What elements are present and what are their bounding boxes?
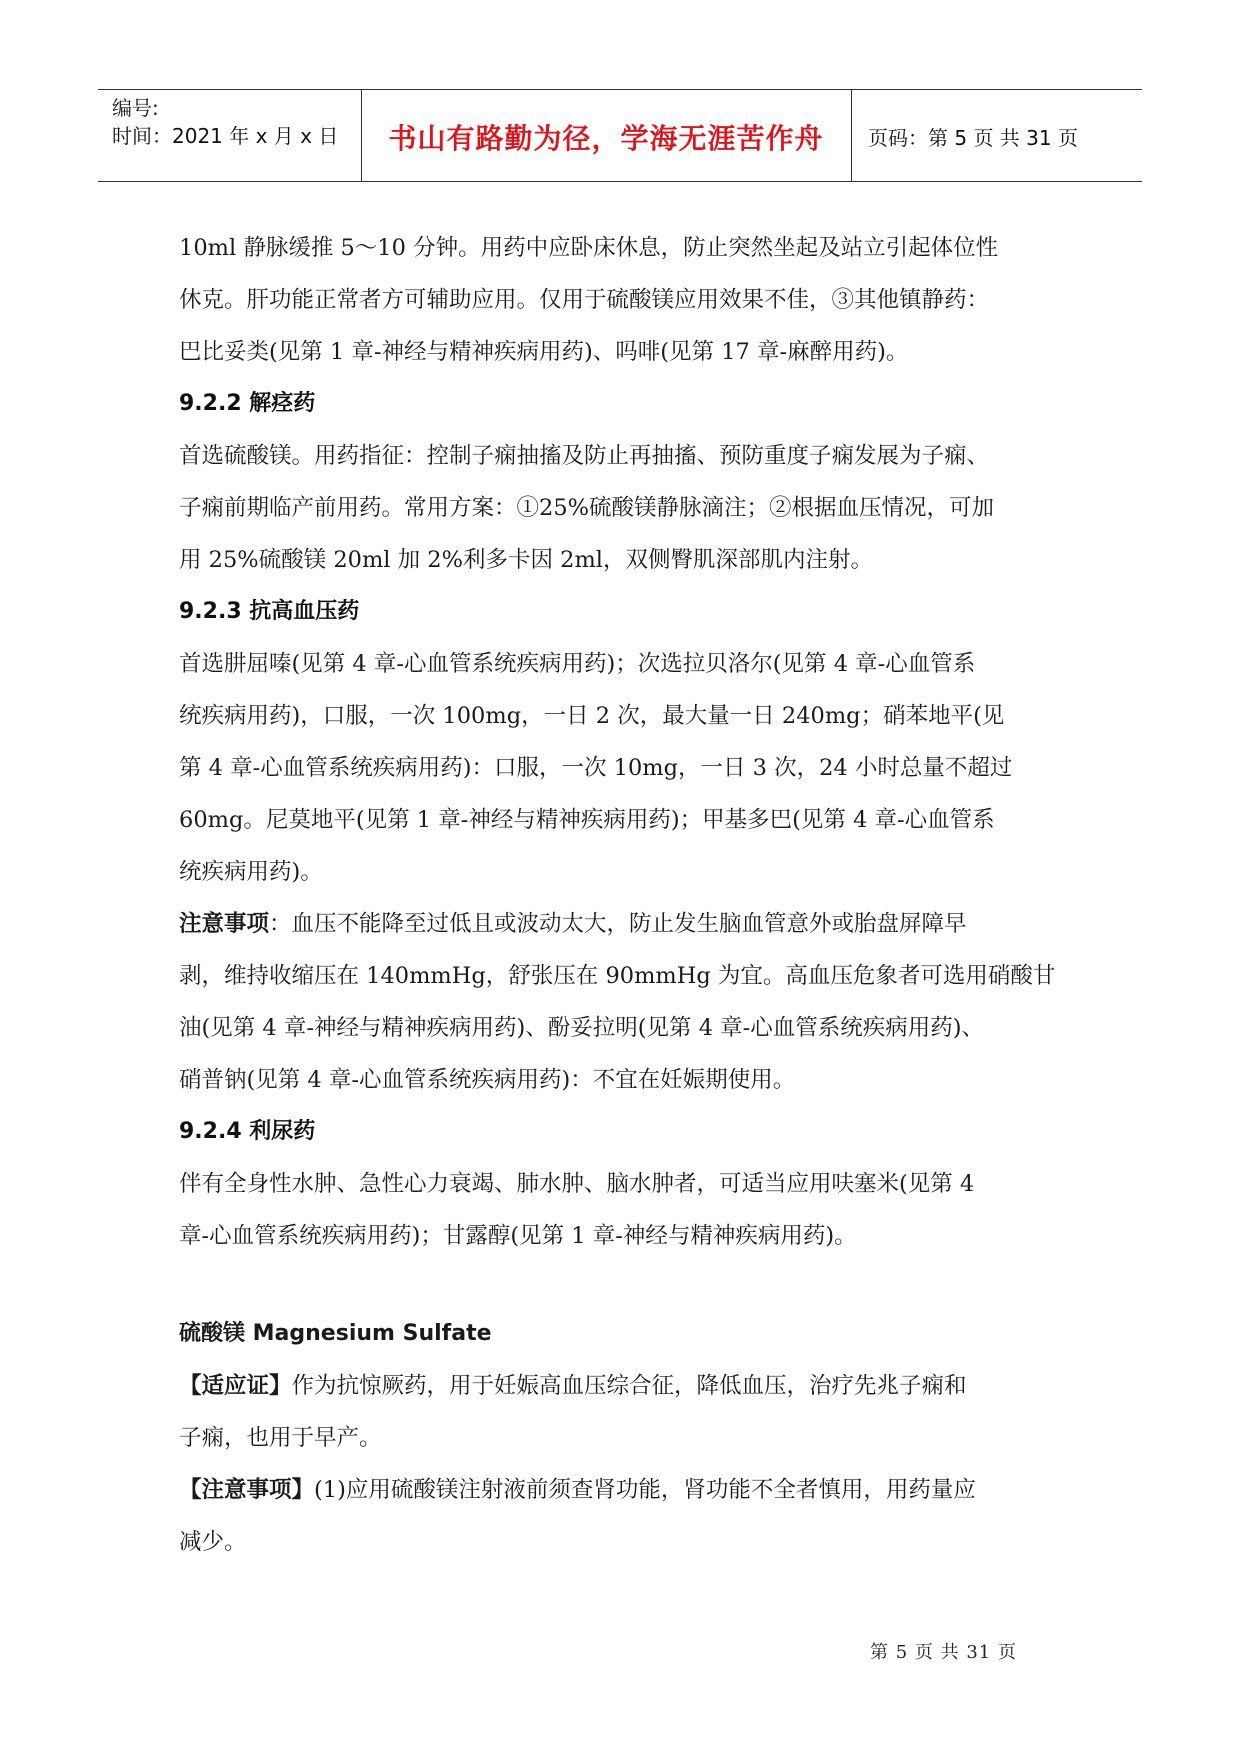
text-line: 子痫，也用于早产。 [179,1425,382,1451]
document-time-label: 时间：2021 年 x 月 x 日 [112,124,339,148]
text-line: 首选硫酸镁。用药指征：控制子痫抽搐及防止再抽搐、预防重度子痫发展为子痫、 [179,443,990,469]
text-line: 章-心血管系统疾病用药)；甘露醇(见第 1 章-神经与精神疾病用药)。 [179,1223,857,1249]
page-footer: 第 5 页 共 31 页 [870,1642,1017,1663]
paragraph-antihypertensive [179,638,1079,898]
paragraph-diuretic [179,1158,1079,1262]
caution-label: 【注意事项】 [179,1477,315,1503]
text-line: 用 25%硫酸镁 20ml 加 2%利多卡因 2ml，双侧臀肌深部肌内注射。 [179,547,873,573]
text-line [179,1464,1079,1516]
text-line: 剥，维持收缩压在 140mmHg，舒张压在 90mmHg 为宜。高血压危象者可选用硝酸甘 [179,963,1056,989]
page-header [98,89,1142,182]
header-motto: 书山有路勤为径，学海无涯苦作舟 [388,121,824,155]
text-line [179,1360,1079,1412]
indication-text: 作为抗惊厥药，用于妊娠高血压综合征，降低血压，治疗先兆子痫和 [291,1373,967,1399]
text-line: 首选肼屈嗪(见第 4 章-心血管系统疾病用药)；次选拉贝洛尔(见第 4 章-心血管系 [179,651,976,677]
text-line: 子痫前期临产前用药。常用方案：①25%硫酸镁静脉滴注；②根据血压情况，可加 [179,495,995,521]
section-heading-antihypertensive: 9.2.3 抗高血压药 [179,599,360,624]
text-line: 第 4 章-心血管系统疾病用药)：口服，一次 10mg，一日 3 次，24 小时总量不超过 [179,755,1013,781]
paragraph-antispasmodic [179,430,1079,586]
header-page-info: 页码：第 5 页 共 31 页 [868,126,1078,150]
text-line: 伴有全身性水肿、急性心力衰竭、肺水肿、脑水肿者，可适当应用呋塞米(见第 4 [179,1171,975,1197]
paragraph-indication [179,1360,1079,1464]
caution-text: (1)应用硫酸镁注射液前须查肾功能，肾功能不全者慎用，用药量应 [314,1477,976,1503]
section-gap [179,1262,1079,1308]
paragraph-sedatives [179,222,1079,378]
text-line: 巴比妥类(见第 1 章-神经与精神疾病用药)、吗啡(见第 17 章-麻醉用药)。 [179,339,909,365]
text-line [179,898,1079,950]
precautions-text: ：血压不能降至过低且或波动太大，防止发生脑血管意外或胎盘屏障早 [269,911,967,937]
section-heading-antispasmodic: 9.2.2 解痉药 [179,391,316,416]
section-heading-diuretic: 9.2.4 利尿药 [179,1119,316,1144]
paragraph-caution [179,1464,1079,1568]
text-line: 休克。肝功能正常者方可辅助应用。仅用于硫酸镁应用效果不佳，③其他镇静药： [179,287,990,313]
text-line: 减少。 [179,1529,247,1555]
text-line: 10ml 静脉缓推 5～10 分钟。用药中应卧床休息，防止突然坐起及站立引起体位性 [179,235,999,261]
drug-title: 硫酸镁 Magnesium Sulfate [179,1321,492,1346]
text-line: 油(见第 4 章-神经与精神疾病用药)、酚妥拉明(见第 4 章-心血管系统疾病用药)、 [179,1015,985,1041]
header-divider [851,90,852,181]
precautions-label: 注意事项 [179,911,270,937]
text-line: 硝普钠(见第 4 章-心血管系统疾病用药)：不宜在妊娠期使用。 [179,1067,796,1093]
indication-label: 【适应证】 [179,1373,292,1399]
header-meta [112,94,338,150]
document-number-label: 编号: [112,96,159,120]
text-line: 60mg。尼莫地平(见第 1 章-神经与精神疾病用药)；甲基多巴(见第 4 章-心血管系 [179,807,995,833]
text-line: 统疾病用药)。 [179,859,323,885]
text-line: 统疾病用药)，口服，一次 100mg，一日 2 次，最大量一日 240mg；硝苯地平(见 [179,703,1005,729]
paragraph-precautions [179,898,1079,1106]
document-body [179,222,1079,1568]
